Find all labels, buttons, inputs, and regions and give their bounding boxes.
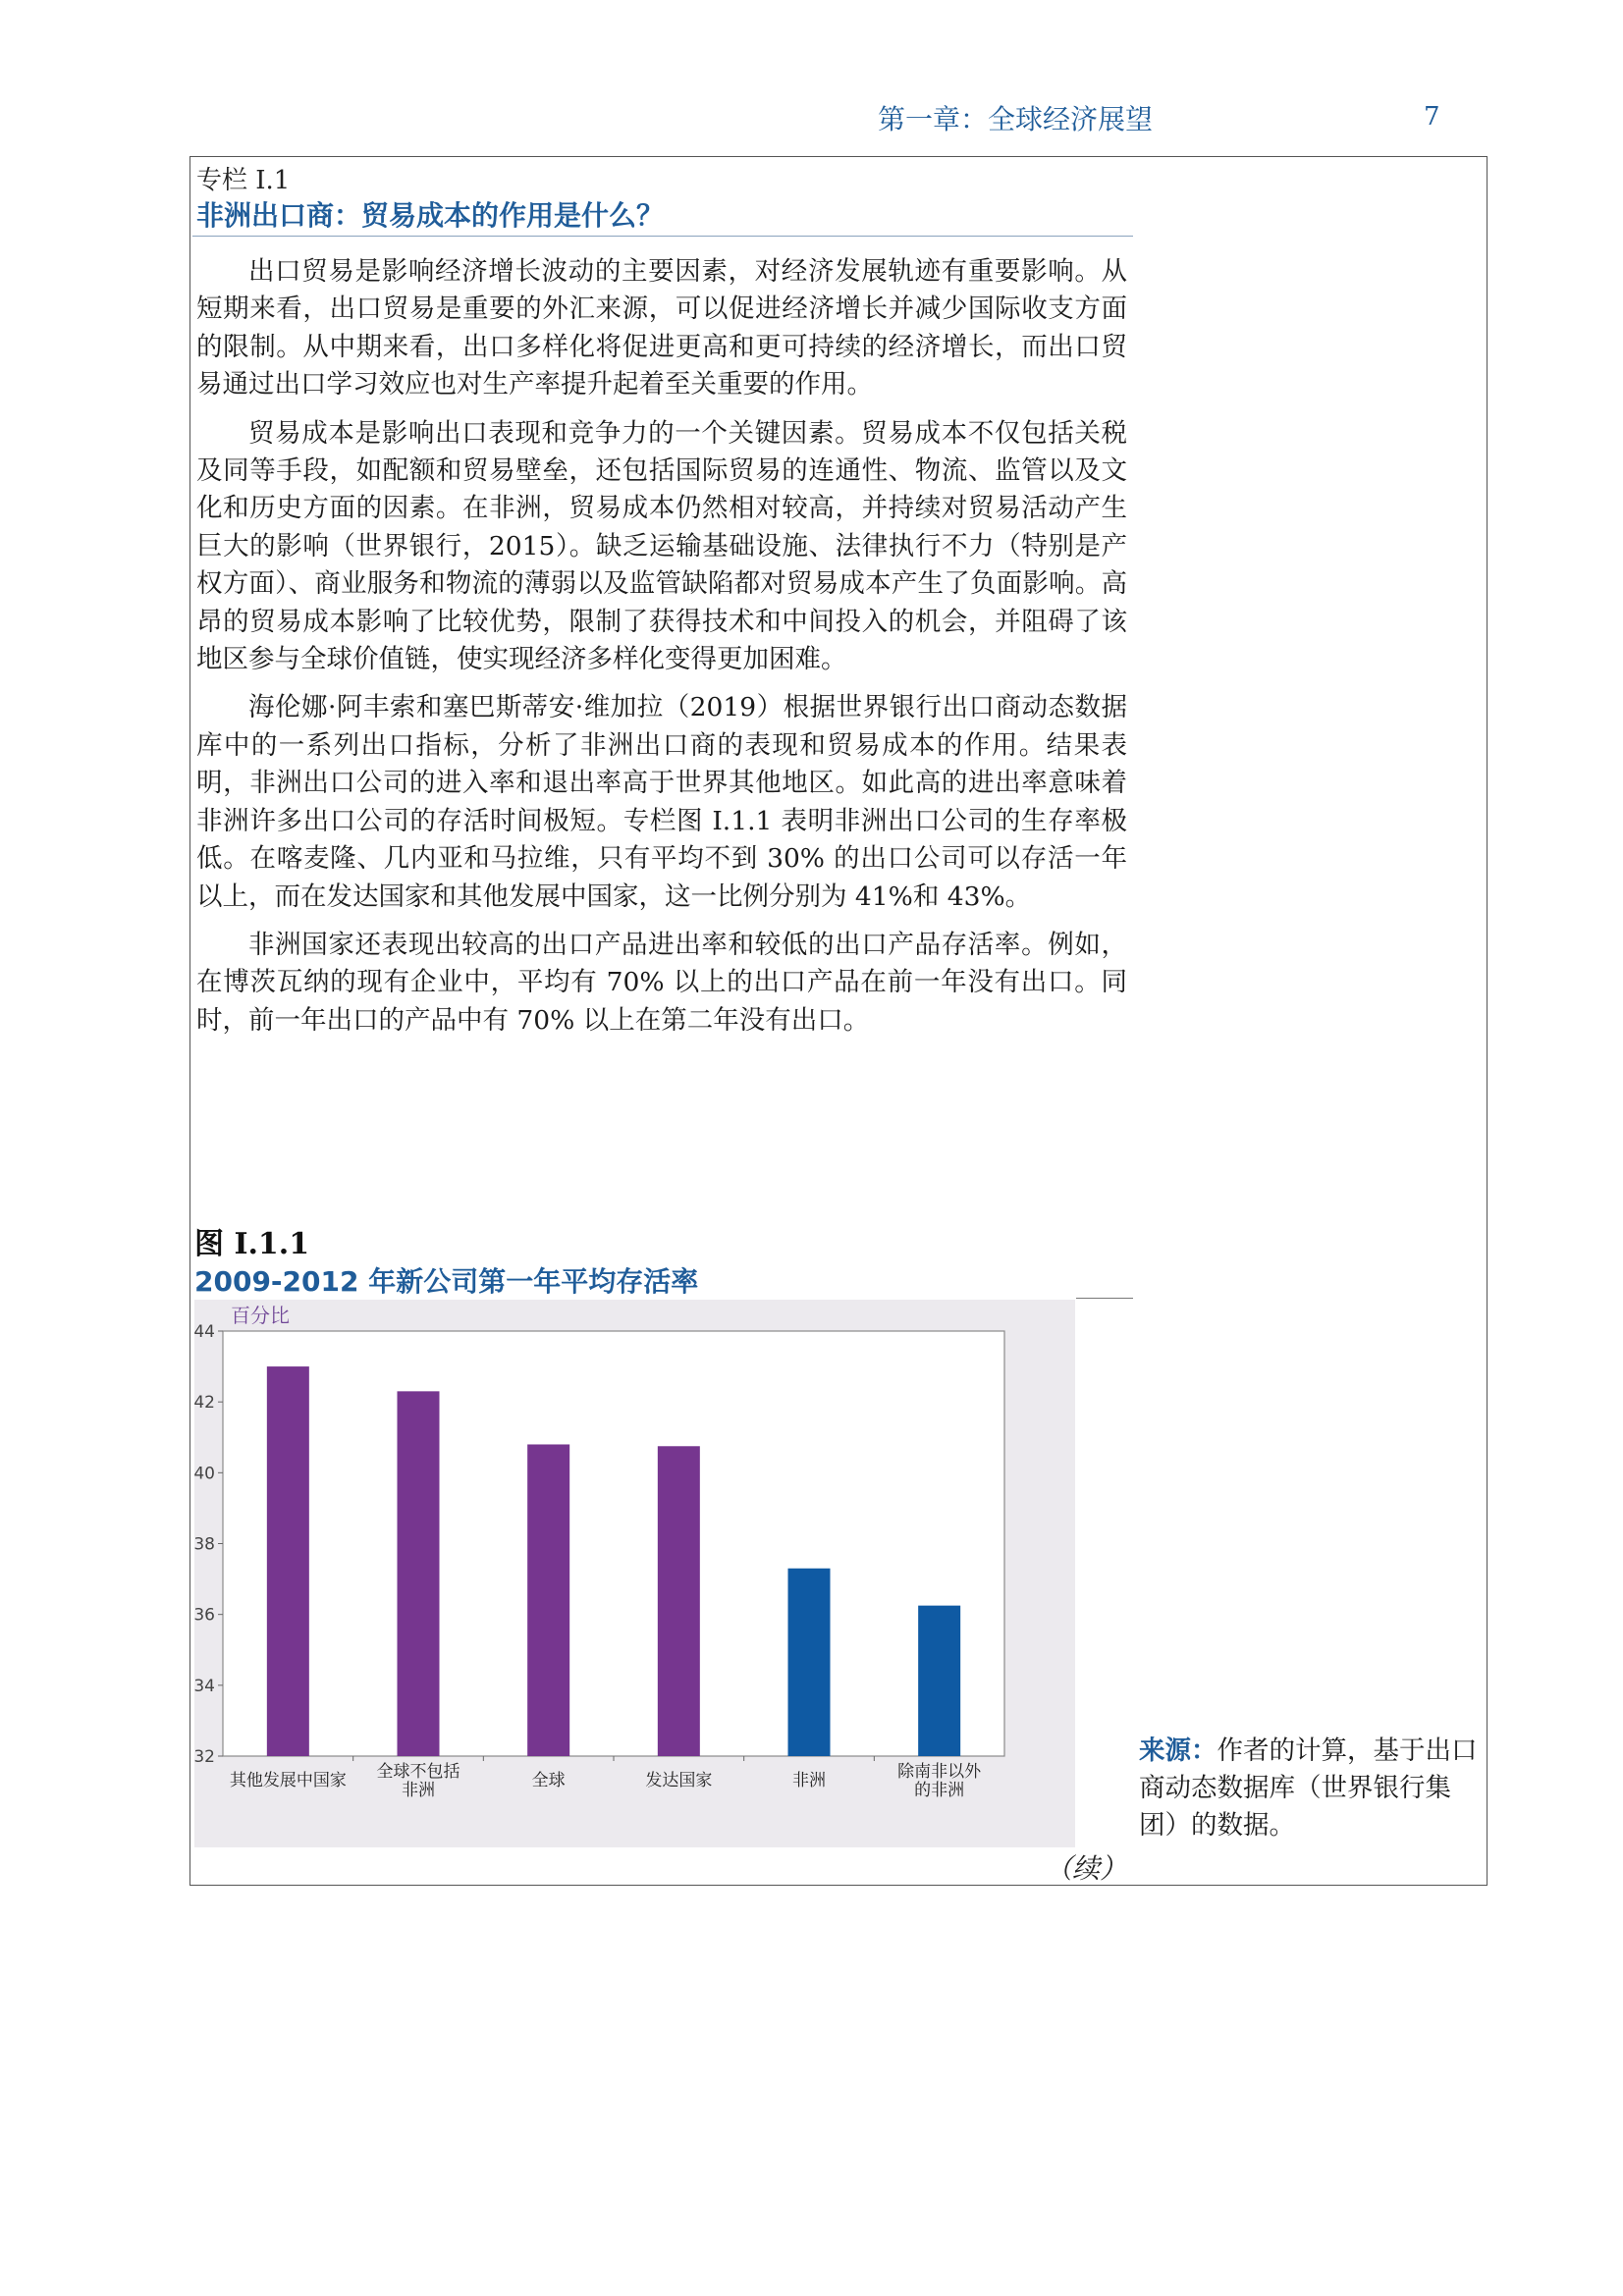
source-note — [1139, 1733, 1483, 1844]
bar — [267, 1366, 309, 1756]
y-tick-label: 32 — [194, 1747, 215, 1767]
box-title: 非洲出口商：贸易成本的作用是什么？ — [196, 199, 665, 232]
plot-area — [223, 1331, 1004, 1756]
x-tick-label: 发达国家 — [645, 1771, 713, 1790]
x-tick-label: 非洲 — [792, 1771, 826, 1790]
bar — [527, 1444, 569, 1756]
x-tick-label: 全球不包括非洲 — [376, 1762, 460, 1800]
x-tick-label: 全球 — [531, 1771, 566, 1790]
y-axis-label: 百分比 — [231, 1304, 290, 1327]
y-tick-label: 40 — [194, 1464, 215, 1484]
y-tick-label: 42 — [194, 1393, 215, 1414]
y-tick-label: 36 — [194, 1605, 215, 1626]
y-tick-label: 44 — [194, 1322, 215, 1342]
title-divider — [192, 236, 1133, 237]
bar — [398, 1391, 440, 1756]
y-tick-label: 34 — [194, 1676, 215, 1696]
bar — [658, 1446, 700, 1756]
x-tick-label: 除南非以外的非洲 — [897, 1762, 982, 1800]
paragraph-4: 非洲国家还表现出较高的出口产品进出率和较低的出口产品存活率。例如，在博茨瓦纳的现有企业中，平均有 70% 以上的出口产品在前一年没有出口。同时，前一年出口的产品中有 70% 以上在第二年没有出口。 — [196, 929, 1127, 1036]
figure-rule — [1076, 1298, 1133, 1299]
bar — [788, 1569, 831, 1756]
box-body — [196, 253, 1127, 1050]
running-header-chapter: 第一章：全球经济展望 — [878, 103, 1154, 135]
x-tick-label: 其他发展中国家 — [229, 1771, 347, 1790]
chart-area — [194, 1300, 1075, 1847]
y-tick-label: 38 — [194, 1534, 215, 1555]
source-label: 来源： — [1139, 1735, 1217, 1766]
source-text: 作者的计算，基于出口商动态数据库（世界银行集团）的数据。 — [1139, 1735, 1478, 1841]
paragraph-1: 出口贸易是影响经济增长波动的主要因素，对经济发展轨迹有重要影响。从短期来看，出口贸易是重要的外汇来源，可以促进经济增长并减少国际收支方面的限制。从中期来看，出口多样化将促进更高和更可持续的经济增长，而出口贸易通过出口学习效应也对生产率提升起着至关重要的作用。 — [196, 256, 1127, 400]
figure-label: 图 I.1.1 — [194, 1227, 310, 1261]
bar — [918, 1606, 960, 1756]
paragraph-2: 贸易成本是影响出口表现和竞争力的一个关键因素。贸易成本不仅包括关税及同等手段，如配额和贸易壁垒，还包括国际贸易的连通性、物流、监管以及文化和历史方面的因素。在非洲，贸易成本仍然相对较高，并持续对贸易活动产生巨大的影响（世界银行，2015）。缺乏运输基础设施、法律执行不力（特别是产权方面）、商业服务和物流的薄弱以及监管缺陷都对贸易成本产生了负面影响。高昂的贸易成本影响了比较优势，限制了获得技术和中间投入的机会，并阻碍了该地区参与全球价值链，使实现经济多样化变得更加困难。 — [196, 417, 1127, 675]
box-label: 专栏 I.1 — [196, 166, 291, 195]
figure-title: 2009-2012 年新公司第一年平均存活率 — [194, 1265, 699, 1298]
continued-mark: （续） — [1045, 1852, 1128, 1885]
bar-chart — [194, 1300, 1075, 1847]
paragraph-3: 海伦娜·阿丰索和塞巴斯蒂安·维加拉（2019）根据世界银行出口商动态数据库中的一系列出口指标，分析了非洲出口商的表现和贸易成本的作用。结果表明，非洲出口公司的进入率和退出率高于世界其他地区。如此高的进出率意味着非洲许多出口公司的存活时间极短。专栏图 I.1.1 表明非洲出口公司的生存率极低。在喀麦隆、几内亚和马拉维，只有平均不到 30% 的出口公司可以存活一年以上，而在发达国家和其他发展中国家，这一比例分别为 41%和 43%。 — [196, 692, 1127, 912]
page-number: 7 — [1424, 102, 1440, 132]
